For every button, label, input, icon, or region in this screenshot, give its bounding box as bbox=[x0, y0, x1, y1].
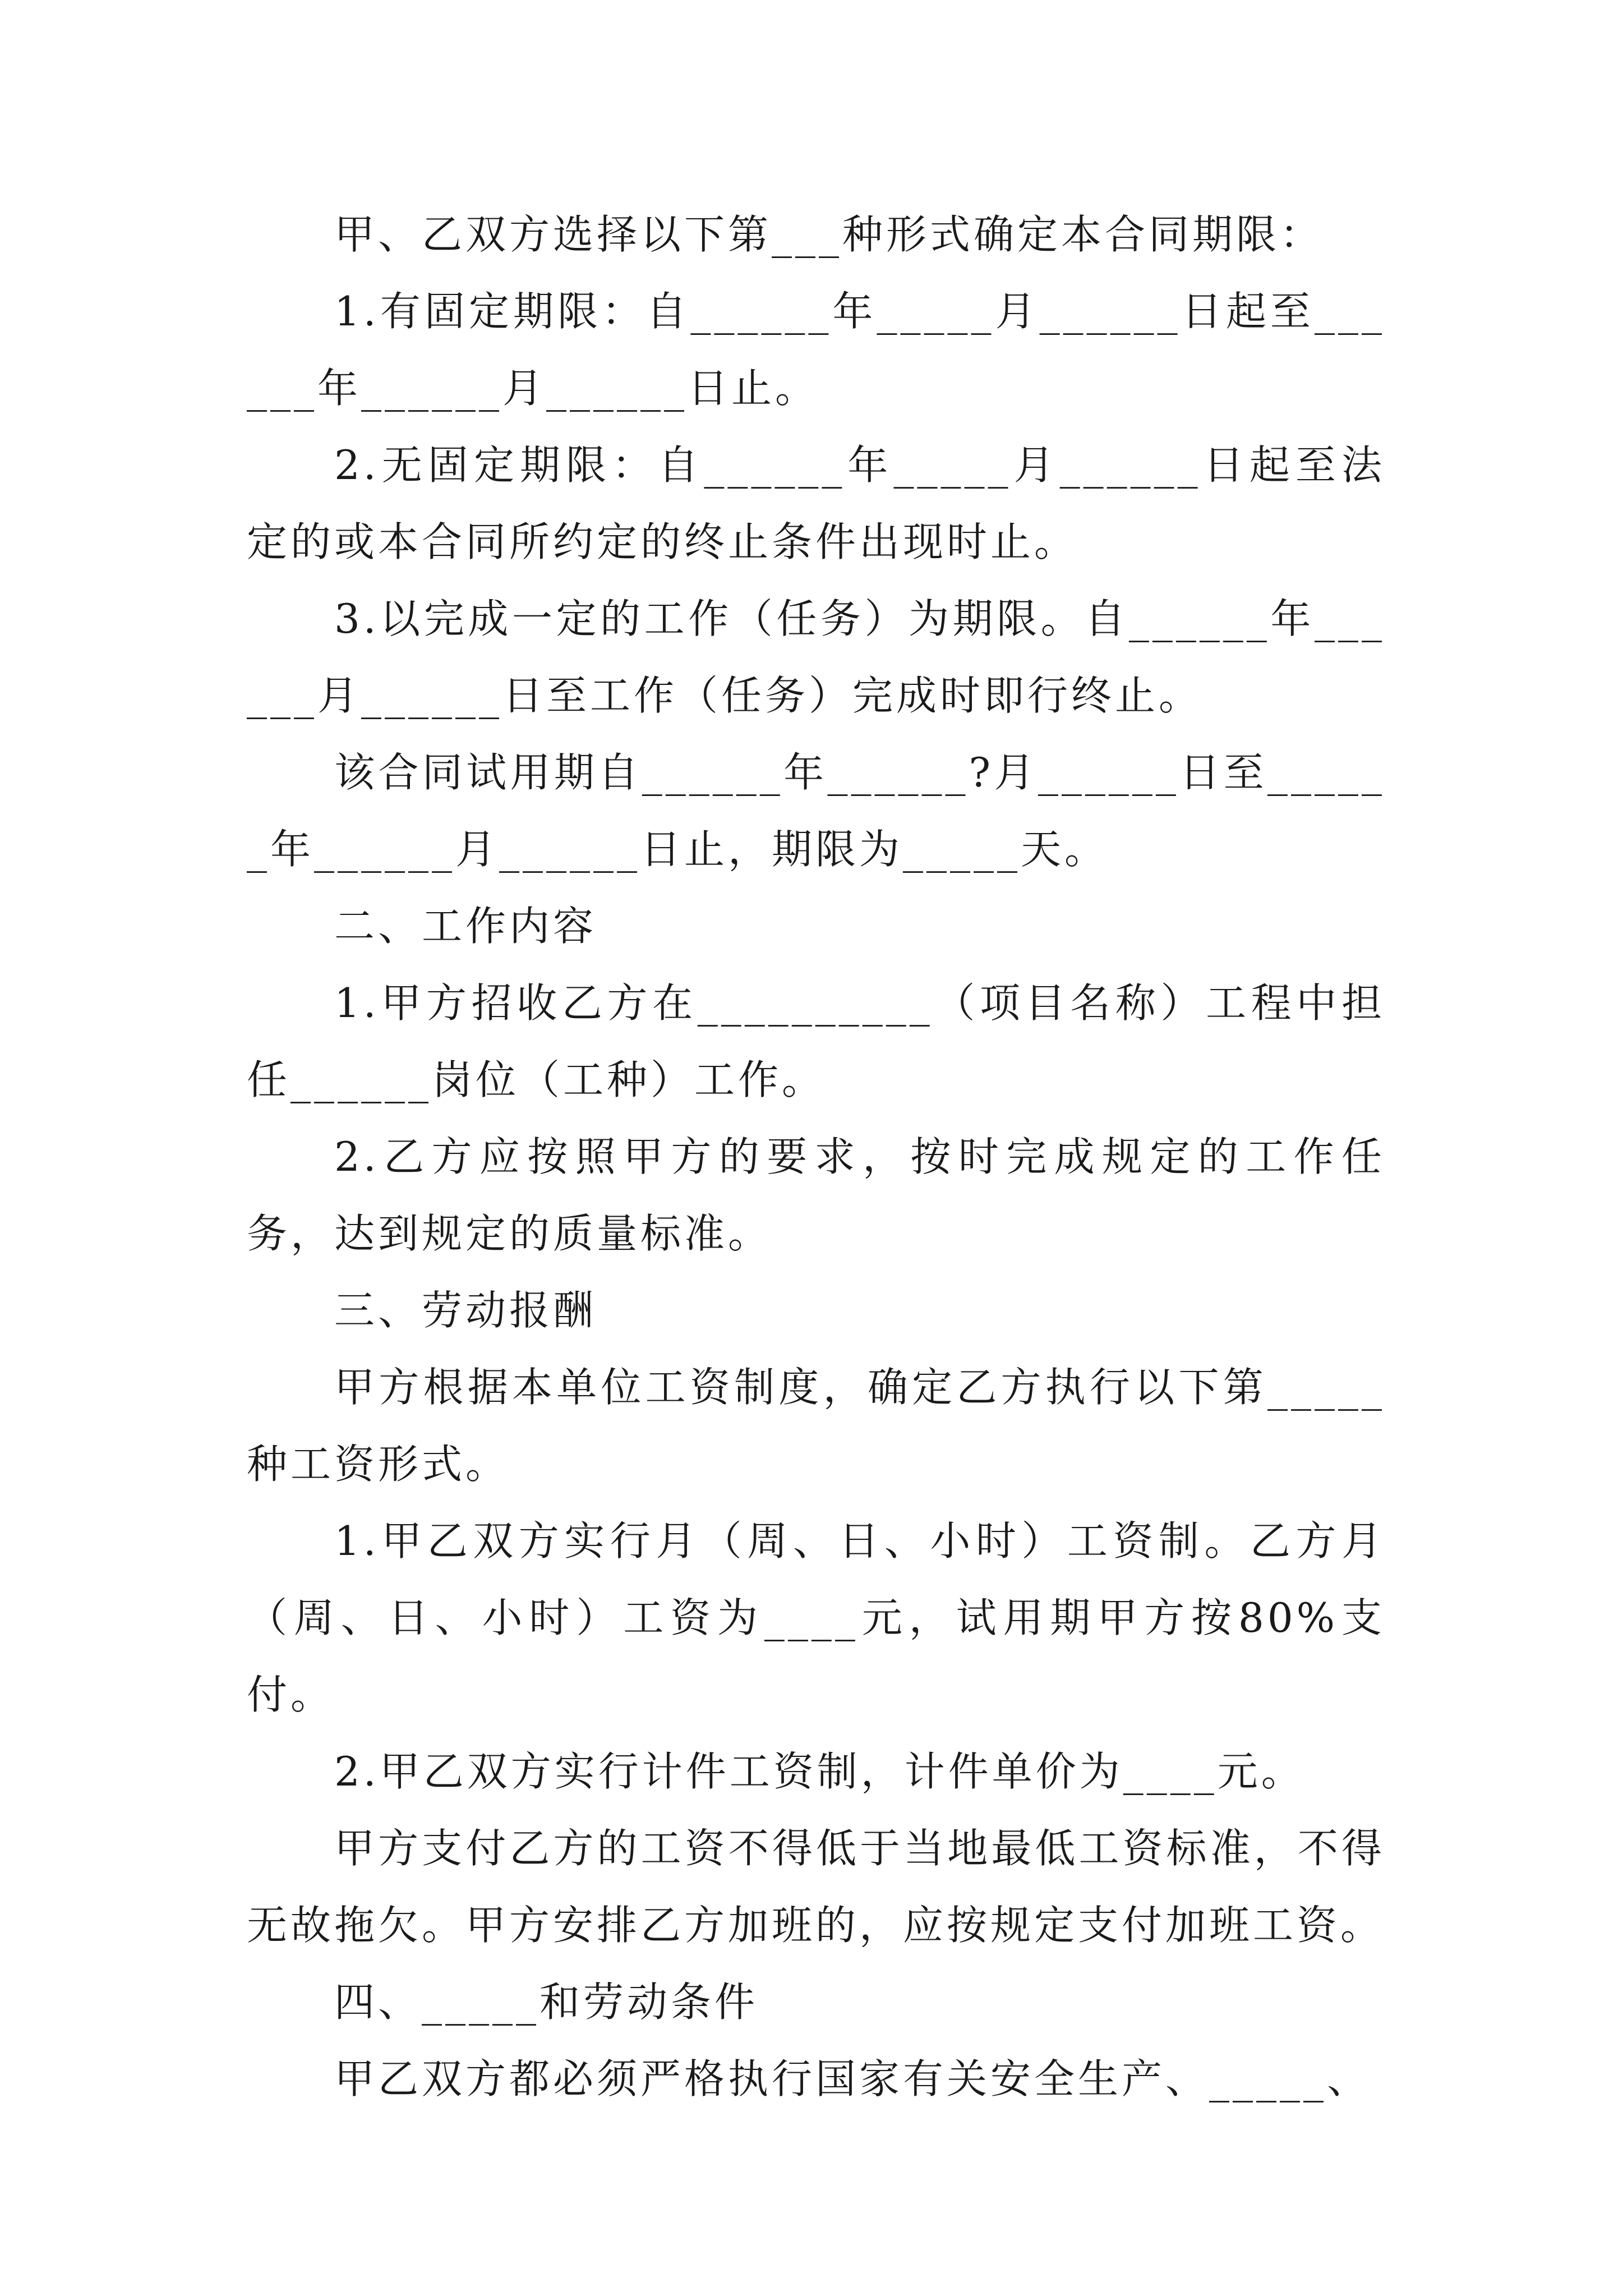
paragraph-term-open: 2.无固定期限：自______年_____月______日起至法定的或本合同所约定的终止条件出现时止。 bbox=[247, 441, 1385, 565]
contract-body bbox=[247, 196, 1385, 2118]
section-heading-labor-conditions: 四、_____和劳动条件 bbox=[334, 1978, 759, 2026]
paragraph-probation: 该合同试用期自______年______?月______日至______年______月______日止，期限为_____天。 bbox=[247, 749, 1385, 873]
paragraph-term-choice: 甲、乙双方选择以下第___种形式确定本合同期限： bbox=[334, 211, 1324, 258]
section-heading-work-content: 二、工作内容 bbox=[334, 903, 597, 950]
paragraph-work-2: 2.乙方应按照甲方的要求，按时完成规定的工作任务，达到规定的质量标准。 bbox=[247, 1133, 1385, 1257]
section-heading-remuneration: 三、劳动报酬 bbox=[334, 1287, 597, 1334]
paragraph-term-task: 3.以完成一定的工作（任务）为期限。自______年______月______日至工作（任务）完成时即行终止。 bbox=[247, 595, 1385, 719]
paragraph-term-fixed: 1.有固定期限：自______年_____月______日起至______年______月______日止。 bbox=[247, 288, 1385, 412]
paragraph-work-1: 1.甲方招收乙方在__________（项目名称）工程中担任______岗位（工种）工作。 bbox=[247, 979, 1385, 1103]
paragraph-pay-rule: 甲方支付乙方的工资不得低于当地最低工资标准，不得无故拖欠。甲方安排乙方加班的，应按规定支付加班工资。 bbox=[247, 1825, 1385, 1949]
paragraph-safety: 甲乙双方都必须严格执行国家有关安全生产、_____、 bbox=[334, 2055, 1371, 2102]
paragraph-pay-1: 1.甲乙双方实行月（周、日、小时）工资制。乙方月（周、日、小时）工资为____元，试用期甲方按80%支付。 bbox=[247, 1517, 1385, 1718]
paragraph-pay-2: 2.甲乙双方实行计件工资制，计件单价为____元。 bbox=[334, 1748, 1305, 1795]
paragraph-pay-intro: 甲方根据本单位工资制度，确定乙方执行以下第_____种工资形式。 bbox=[247, 1364, 1385, 1488]
